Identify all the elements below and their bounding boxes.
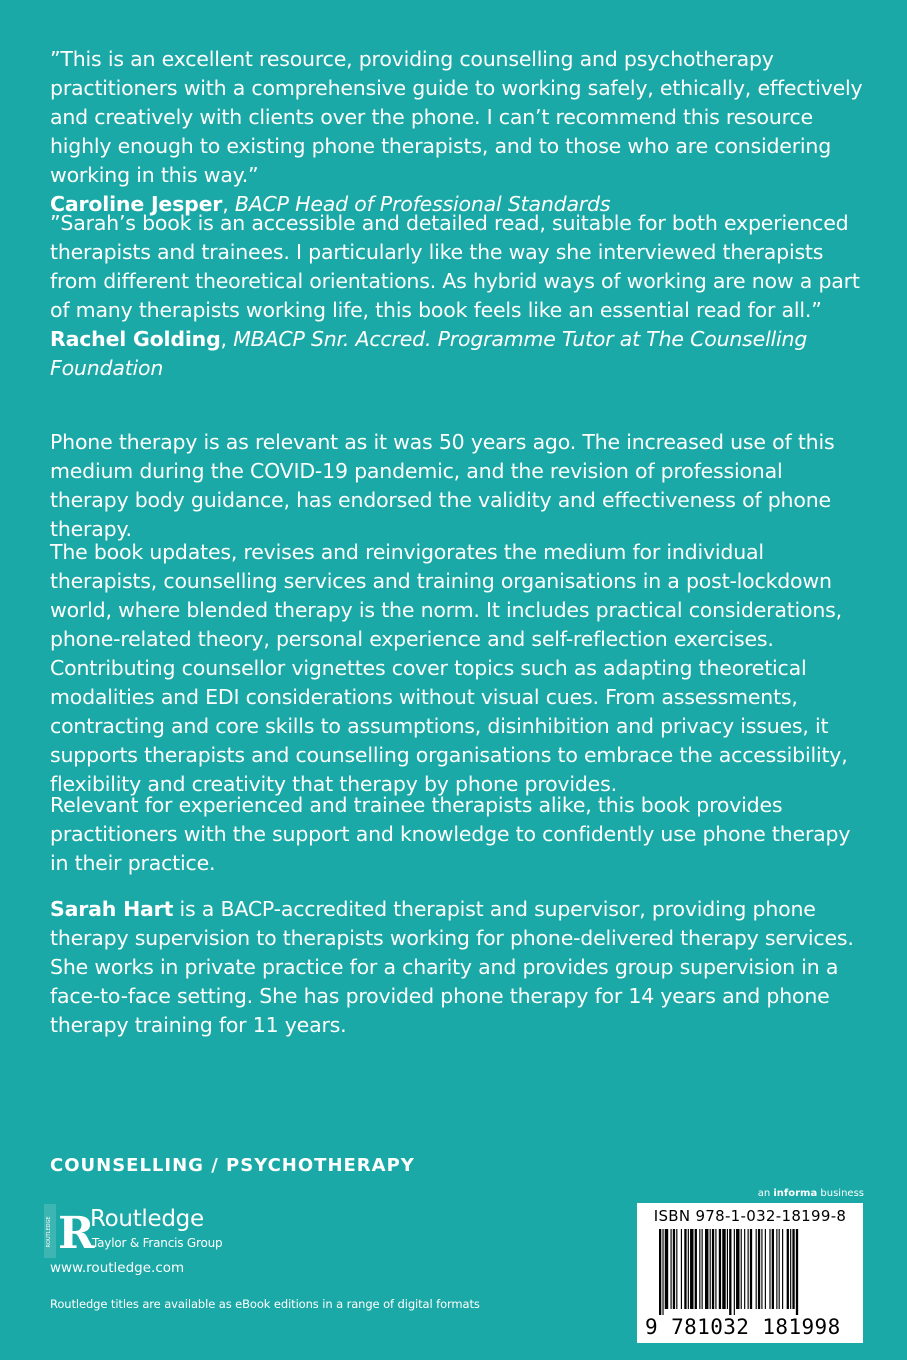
- barcode-bar: [750, 1229, 752, 1309]
- barcode-bars: [659, 1229, 849, 1315]
- routledge-r-icon: [44, 1202, 95, 1260]
- barcode-bar: [722, 1229, 725, 1309]
- barcode-bar: [710, 1229, 711, 1309]
- barcode-bar: [695, 1229, 697, 1309]
- barcode-bar: [756, 1229, 757, 1309]
- barcode-bar: [772, 1229, 774, 1309]
- barcode-bar: [769, 1229, 770, 1309]
- barcode-bar: [712, 1229, 714, 1309]
- quote-attribution: Rachel Golding, MBACP Snr. Accred. Programme Tutor at The Counselling Foundation: [50, 327, 808, 380]
- barcode-bar: [736, 1229, 739, 1309]
- barcode-bar: [715, 1229, 716, 1309]
- publisher-name: Routledge: [90, 1206, 204, 1232]
- barcode-bar: [782, 1229, 783, 1309]
- quote-author-role: MBACP Snr. Accred. Programme Tutor at The Counselling Foundation: [50, 327, 808, 380]
- barcode-bar: [690, 1229, 693, 1309]
- svg-text:R: R: [58, 1208, 95, 1259]
- barcode-bar: [727, 1229, 728, 1309]
- author-bio-text: is a BACP-accredited therapist and supervisor, providing phone therapy supervision to therapists working for phone-delivered therapy services. She works in private practice for a charity and provides group supervision in a face-to-face setting. She has provided phone therapy for 14 years and phone therapy training for 11 years.: [50, 897, 854, 1037]
- quote-caroline-jesper: [50, 45, 865, 219]
- barcode-bar: [684, 1229, 686, 1309]
- publisher-group: Taylor & Francis Group: [92, 1236, 223, 1250]
- barcode-bar: [741, 1229, 742, 1309]
- author-bio: [50, 895, 865, 1040]
- barcode-bar: [665, 1229, 668, 1309]
- subject-category: COUNSELLING / PSYCHOTHERAPY: [50, 1155, 415, 1176]
- description-paragraph: Phone therapy is as relevant as it was 50 years ago. The increased use of this medium during the COVID-19 pandemic, and the revision of professional therapy body guidance, has endorsed the validity and effectiveness of phone therapy.: [50, 430, 835, 541]
- routledge-logo: [44, 1202, 274, 1262]
- barcode-bar: [796, 1229, 798, 1315]
- barcode-bar: [673, 1229, 675, 1309]
- barcode-bar: [790, 1229, 791, 1309]
- description-paragraph: The book updates, revises and reinvigorates the medium for individual therapists, counselling services and training organisations in a post-lockdown world, where blended therapy is the norm. It includes practical considerations, phone-related theory, personal experience and self-reflection exercises. Contributing counsellor vignettes cover topics such as adapting theoretical modalities and EDI considerations without visual cues. From assessments, contracting and core skills to assumptions, disinhibition and privacy issues, it supports therapists and counselling organisations to embrace the accessibility, flexibility and creativity that therapy by phone provides.: [50, 540, 848, 796]
- informa-business-tag: an informa business: [757, 1188, 864, 1199]
- barcode-bar: [699, 1229, 700, 1309]
- barcode-bar: [659, 1229, 661, 1315]
- barcode-bar: [676, 1229, 677, 1309]
- barcode-bar: [761, 1229, 762, 1309]
- barcode-bar: [681, 1229, 682, 1309]
- barcode-bar: [765, 1229, 766, 1309]
- barcode-bar: [702, 1229, 703, 1309]
- barcode-bar: [719, 1229, 721, 1309]
- barcode-bar: [748, 1229, 749, 1309]
- barcode-bar: [787, 1229, 789, 1309]
- barcode-bar: [779, 1229, 780, 1309]
- quote-rachel-golding: [50, 209, 865, 383]
- quote-attribution: Caroline Jesper, BACP Head of Professional Standards: [50, 192, 611, 216]
- barcode-bar: [671, 1229, 672, 1309]
- isbn-label: ISBN 978-1-032-18199-8: [653, 1207, 847, 1225]
- quote-author-role: BACP Head of Professional Standards: [234, 192, 611, 216]
- barcode-bar: [705, 1229, 708, 1309]
- barcode-bar: [662, 1229, 663, 1315]
- ebook-note: Routledge titles are available as eBook editions in a range of digital formats: [50, 1297, 480, 1311]
- barcode-bar: [688, 1229, 689, 1309]
- svg-text:ROUTLEDGE: ROUTLEDGE: [46, 1216, 52, 1248]
- quote-author-name: Caroline Jesper: [50, 192, 223, 216]
- barcode-bar: [729, 1229, 731, 1315]
- description-paragraph: Relevant for experienced and trainee therapists alike, this book provides practitioners with the support and knowledge to confidently use phone therapy in their practice.: [50, 793, 851, 875]
- barcode-bar: [776, 1229, 777, 1309]
- barcode-bar: [734, 1229, 735, 1315]
- author-name: Sarah Hart: [50, 897, 174, 921]
- isbn-barcode: [637, 1203, 863, 1343]
- barcode-bar: [792, 1229, 794, 1309]
- quote-text: ”This is an excellent resource, providing counselling and psychotherapy practitioners with a comprehensive guide to working safely, ethically, effectively and creatively with clients over the phone. I can’t recommend this resource highly enough to existing phone therapists, and to those who are considering working in this way.”: [50, 47, 863, 187]
- barcode-bar: [758, 1229, 760, 1309]
- publisher-url[interactable]: www.routledge.com: [50, 1260, 185, 1276]
- barcode-bar: [744, 1229, 745, 1309]
- quote-author-name: Rachel Golding: [50, 327, 221, 351]
- barcode-digits: 9 781032 181998: [645, 1315, 841, 1339]
- quote-text: ”Sarah’s book is an accessible and detailed read, suitable for both experienced therapists and trainees. I particularly like the way she interviewed therapists from different theoretical orientations. As hybrid ways of working are now a part of many therapists working life, this book feels like an essential read for all.”: [50, 211, 860, 322]
